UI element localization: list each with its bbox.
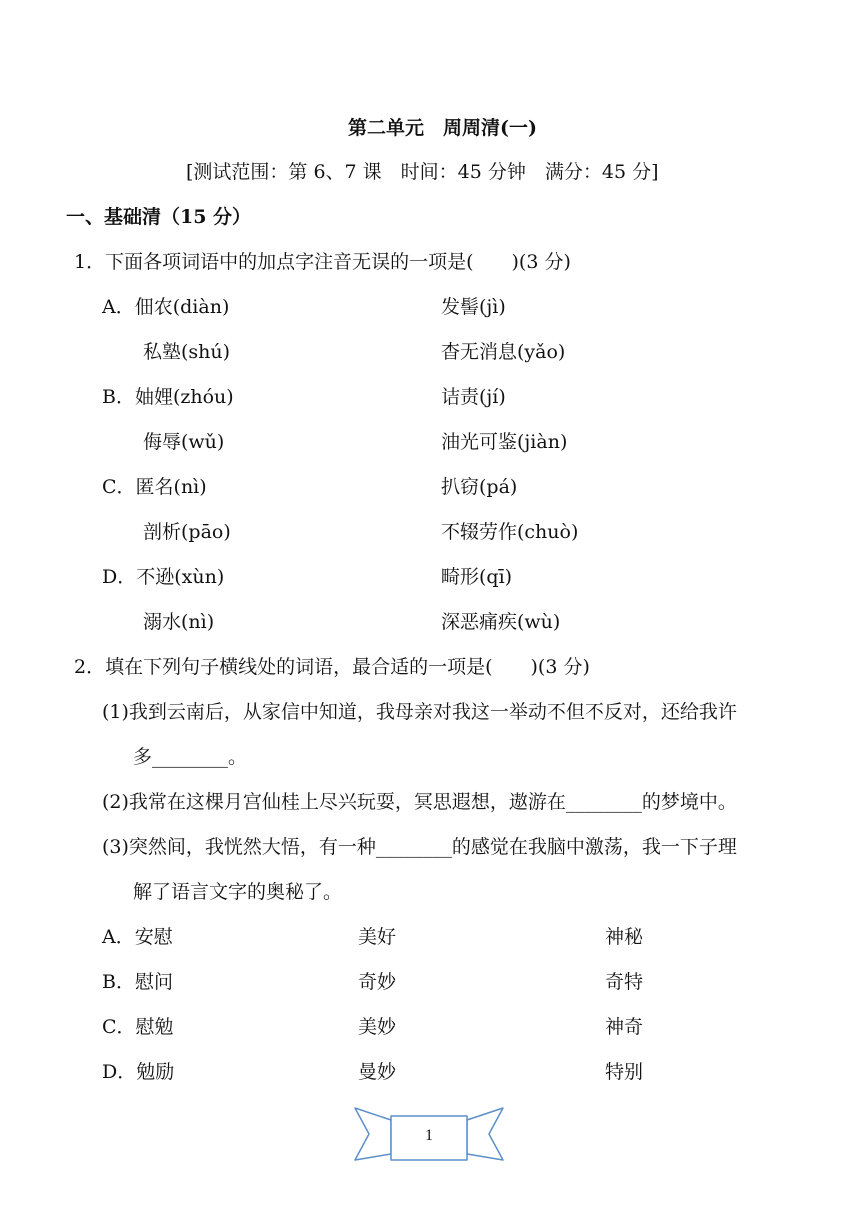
q1-option-b-word3: 诘责(jí) xyxy=(441,386,506,408)
q1-option-d-word4: 深恶痛疾(wù) xyxy=(441,611,561,633)
q2-sentence-2: (2)我常在这棵月宫仙桂上尽兴玩耍，冥思遐想，遨游在________的梦境中。 xyxy=(102,791,737,813)
q1-option-c-word1: C．匿名(nì) xyxy=(102,476,207,498)
q1-option-b-word4: 油光可鉴(jiàn) xyxy=(441,431,568,453)
q1-option-a-word1: A．佃农(diàn) xyxy=(102,296,230,318)
q1-option-d-word1: D．不逊(xùn) xyxy=(102,566,225,588)
q2-option-b-word2: 奇妙 xyxy=(358,971,397,993)
q1-option-a-word2: 私塾(shú) xyxy=(143,341,231,363)
q2-option-d-word3: 特别 xyxy=(605,1061,644,1083)
q2-option-b-word3: 奇特 xyxy=(605,971,644,993)
test-info: [测试范围：第 6、7 课 时间：45 分钟 满分：45 分] xyxy=(186,161,659,183)
q1-option-b-word2: 侮辱(wǔ) xyxy=(143,431,225,453)
section-heading: 一、基础清（15 分） xyxy=(66,206,252,228)
q1-option-c-word4: 不辍劳作(chuò) xyxy=(441,521,579,543)
q1-option-b-word1: B．妯娌(zhóu) xyxy=(102,386,234,408)
question-2-stem: 2．填在下列句子横线处的词语，最合适的一项是( )(3 分) xyxy=(74,656,590,678)
q1-option-a-word4: 杳无消息(yǎo) xyxy=(441,341,566,363)
page-title: 第二单元 周周清(一) xyxy=(348,117,537,139)
q1-option-d-word3: 畸形(qī) xyxy=(441,566,513,588)
q2-sentence-3: (3)突然间，我恍然大悟，有一种________的感觉在我脑中激荡，我一下子理 xyxy=(102,836,737,858)
page-number: 1 xyxy=(425,1127,433,1144)
q2-sentence-1-cont: 多________。 xyxy=(133,746,248,768)
q1-option-a-word3: 发髻(jì) xyxy=(441,296,506,318)
q2-sentence-3-cont: 解了语言文字的奥秘了。 xyxy=(133,881,343,903)
q2-option-b: B．慰问 xyxy=(102,971,173,993)
q1-option-c-word3: 扒窃(pá) xyxy=(441,476,518,498)
q2-option-d-word2: 曼妙 xyxy=(358,1061,397,1083)
q2-option-a-word2: 美好 xyxy=(358,926,397,948)
q2-option-d: D．勉励 xyxy=(102,1061,175,1083)
q1-option-d-word2: 溺水(nì) xyxy=(143,611,215,633)
q2-option-a: A．安慰 xyxy=(102,926,173,948)
q2-sentence-1: (1)我到云南后，从家信中知道，我母亲对我这一举动不但不反对，还给我许 xyxy=(102,701,737,723)
q1-option-c-word2: 剖析(pāo) xyxy=(143,521,231,543)
q2-option-c: C．慰勉 xyxy=(102,1016,174,1038)
question-1-stem: 1．下面各项词语中的加点字注音无误的一项是( )(3 分) xyxy=(74,251,571,273)
q2-option-a-word3: 神秘 xyxy=(605,926,644,948)
q2-option-c-word3: 神奇 xyxy=(605,1016,644,1038)
q2-option-c-word2: 美妙 xyxy=(358,1016,397,1038)
